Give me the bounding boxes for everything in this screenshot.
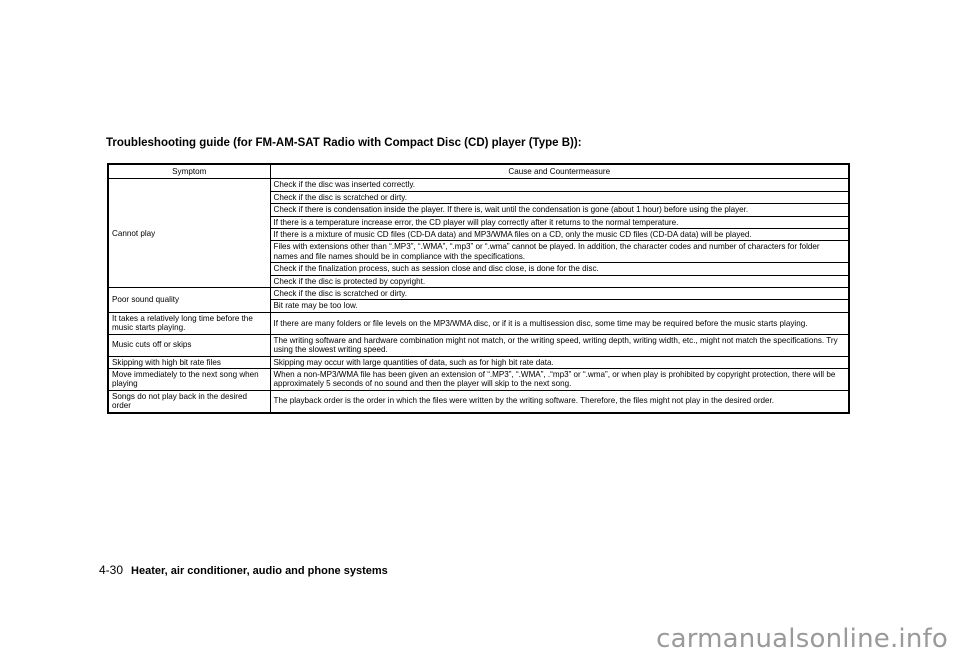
cause-cell: The playback order is the order in which the files were written by the writing software. Therefore, the files might not play in the desired order.: [270, 390, 849, 412]
cause-cell: The writing software and hardware combination might not match, or the writing speed, writing depth, writing width, etc., might not match the specifications. Try using the slowest writing speed.: [270, 334, 849, 356]
cause-cell: When a non-MP3/WMA file has been given an extension of “.MP3”, “.WMA”, .“mp3” or “.wma”, or when play is prohibited by copyright protection, there will be approximately 5 seconds of no sound and then the player will skip to the next song.: [270, 368, 849, 390]
cause-cell: If there are many folders or file levels on the MP3/WMA disc, or if it is a multisession disc, some time may be required before the music starts playing.: [270, 312, 849, 334]
header-symptom: Symptom: [108, 164, 270, 179]
section-name: Heater, air conditioner, audio and phone systems: [131, 565, 388, 577]
page-footer: [99, 563, 388, 577]
symptom-cell: Skipping with high bit rate files: [108, 356, 270, 368]
table-row: [108, 312, 849, 334]
cause-cell: Check if the finalization process, such as session close and disc close, is done for the disc.: [270, 263, 849, 275]
cause-cell: Check if the disc is protected by copyright.: [270, 275, 849, 287]
cause-cell: Check if the disc was inserted correctly.: [270, 179, 849, 191]
symptom-cell: Cannot play: [108, 179, 270, 288]
cause-cell: If there is a temperature increase error, the CD player will play correctly after it returns to the normal temperature.: [270, 216, 849, 228]
cause-cell: Bit rate may be too low.: [270, 300, 849, 312]
table-row: [108, 368, 849, 390]
troubleshooting-table: [107, 163, 850, 414]
table-row: [108, 334, 849, 356]
page-title: Troubleshooting guide (for FM-AM-SAT Radio with Compact Disc (CD) player (Type B)):: [106, 137, 582, 149]
table-row: [108, 356, 849, 368]
cause-cell: Skipping may occur with large quantities of data, such as for high bit rate data.: [270, 356, 849, 368]
cause-cell: Check if there is condensation inside the player. If there is, wait until the condensation is gone (about 1 hour) before using the player.: [270, 204, 849, 216]
cause-cell: Files with extensions other than “.MP3”, “.WMA”, “.mp3” or “.wma” cannot be played. In addition, the character codes and number of characters for folder names and file names should be in compliance with the specifications.: [270, 241, 849, 263]
header-cause: Cause and Countermeasure: [270, 164, 849, 179]
symptom-cell: Songs do not play back in the desired order: [108, 390, 270, 412]
cause-cell: Check if the disc is scratched or dirty.: [270, 288, 849, 300]
watermark: carmanualsonline.info: [656, 624, 948, 654]
table-row: [108, 179, 849, 191]
page-number: 4-30: [99, 563, 124, 577]
cause-cell: If there is a mixture of music CD files (CD-DA data) and MP3/WMA files on a CD, only the music CD files (CD-DA data) will be played.: [270, 229, 849, 241]
table-row: [108, 288, 849, 300]
symptom-cell: Poor sound quality: [108, 288, 270, 313]
cause-cell: Check if the disc is scratched or dirty.: [270, 191, 849, 203]
table-header-row: [108, 164, 849, 179]
table-row: [108, 390, 849, 412]
symptom-cell: Move immediately to the next song when playing: [108, 368, 270, 390]
symptom-cell: It takes a relatively long time before the music starts playing.: [108, 312, 270, 334]
symptom-cell: Music cuts off or skips: [108, 334, 270, 356]
